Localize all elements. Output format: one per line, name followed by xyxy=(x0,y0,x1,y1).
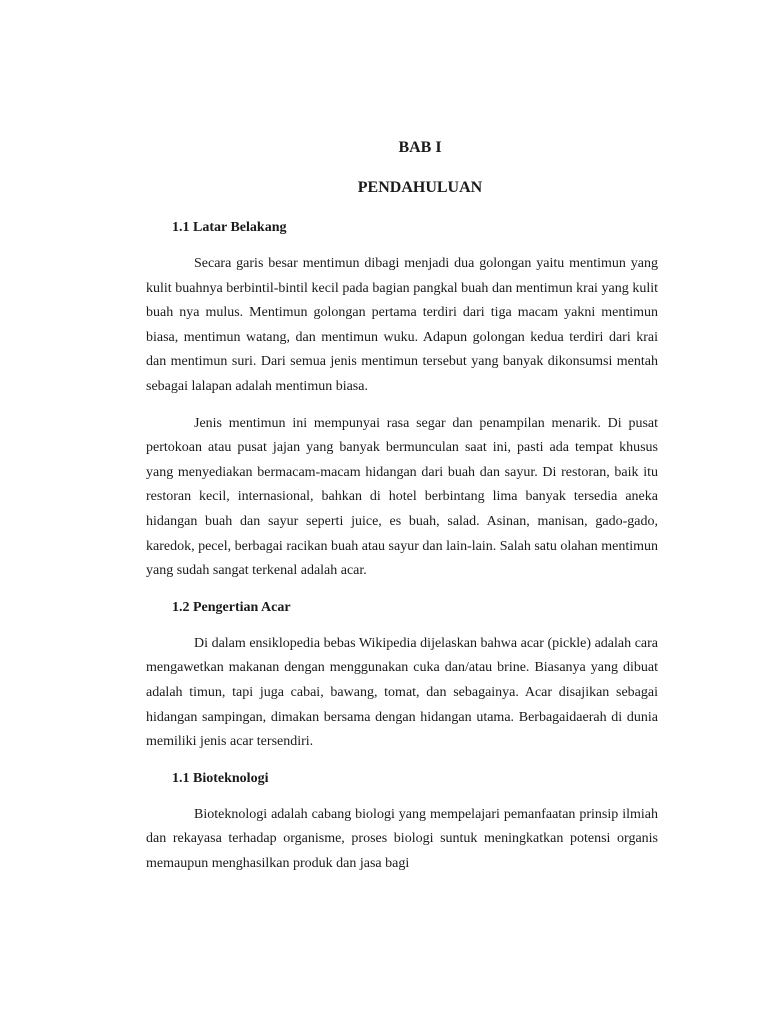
paragraph-latar-belakang-1: Secara garis besar mentimun dibagi menjadi dua golongan yaitu mentimun yang kulit buahnya berbintil-bintil kecil pada bagian pangkal buah dan mentimun krai yang kulit buah nya mulus. Mentimun golongan pertama terdiri dari tiga macam yakni mentimun biasa, mentimun watang, dan mentimun wuku. Adapun golongan kedua terdiri dari krai dan mentimun suri. Dari semua jenis mentimun tersebut yang banyak dikonsumsi mentah sebagai lalapan adalah mentimun biasa. xyxy=(146,256,658,394)
page-content xyxy=(146,136,658,876)
chapter-title: PENDAHULUAN xyxy=(357,179,483,196)
paragraph-pengertian-acar: Di dalam ensiklopedia bebas Wikipedia dijelaskan bahwa acar (pickle) adalah cara mengawetkan makanan dengan menggunakan cuka dan/atau brine. Biasanya yang dibuat adalah timun, tapi juga cabai, bawang, tomat, dan sebagainya. Acar disajikan sebagai hidangan sampingan, dimakan bersama dengan hidangan utama. Berbagaidaerah di dunia memiliki jenis acar tersendiri. xyxy=(146,635,658,750)
paragraph-latar-belakang-2: Jenis mentimun ini mempunyai rasa segar dan penampilan menarik. Di pusat pertokoan atau pusat jajan yang banyak bermunculan saat ini, pasti ada tempat khusus yang menyediakan bermacam-macam hidangan dari buah dan sayur. Di restoran, baik itu restoran kecil, internasional, bahkan di hotel berbintang lima banyak tersedia aneka hidangan buah dan sayur seperti juice, es buah, salad. Asinan, manisan, gado-gado, karedok, pecel, berbagai racikan buah atau sayur dan lain-lain. Salah satu olahan mentimun yang sudah sangat terkenal adalah acar. xyxy=(146,415,658,579)
chapter-number: BAB I xyxy=(398,139,442,156)
paragraph-bioteknologi: Bioteknologi adalah cabang biologi yang mempelajari pemanfaatan prinsip ilmiah dan rekayasa terhadap organisme, proses biologi suntuk meningkatkan potensi organis memaupun menghasilkan produk dan jasa bagi xyxy=(146,806,658,871)
section-heading-bioteknologi: 1.1 Bioteknologi xyxy=(172,770,269,786)
section-heading-latar-belakang: 1.1 Latar Belakang xyxy=(172,220,287,235)
section-heading-pengertian-acar: 1.2 Pengertian Acar xyxy=(172,599,291,615)
